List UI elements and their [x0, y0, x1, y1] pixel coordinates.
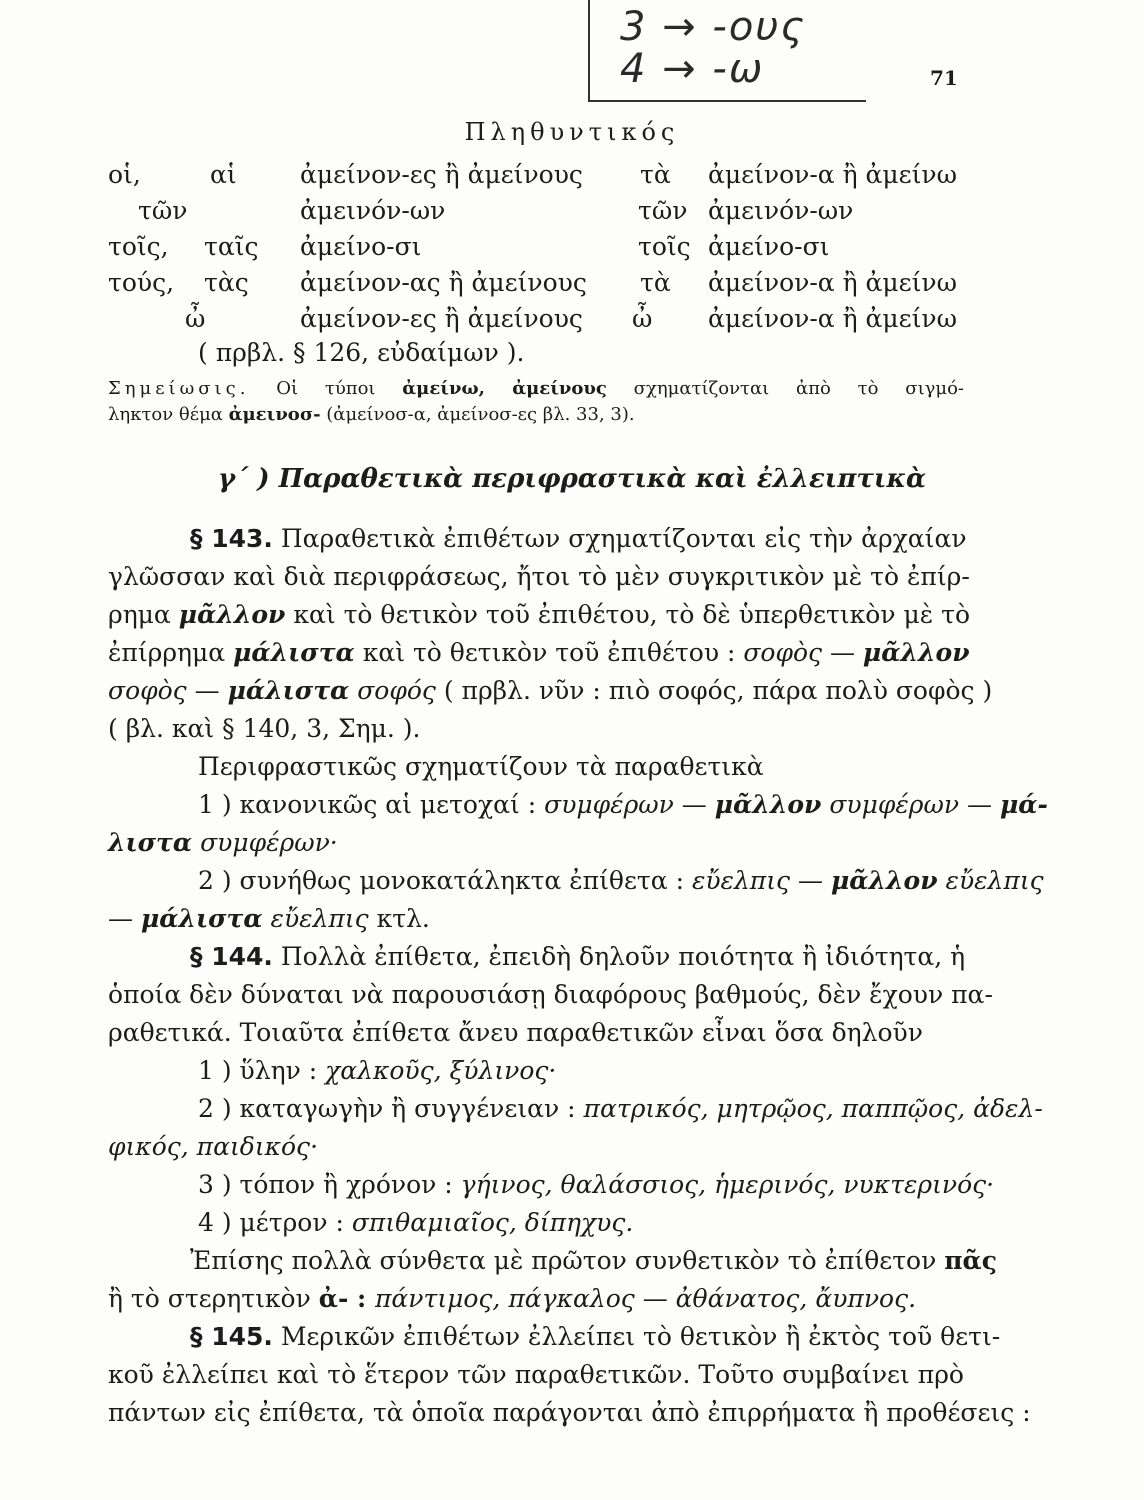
text: κτλ.	[368, 904, 430, 933]
section-number: § 143.	[190, 524, 273, 553]
s143-line-1	[190, 524, 967, 553]
handwritten-note-box	[588, 0, 866, 102]
s145-line-2: κοῦ ἐλλείπει καὶ τὸ ἕτερον τῶν παραθετικῶν. Τοῦτο συμβαίνει πρὸ	[108, 1360, 964, 1389]
page-number: 71	[930, 66, 958, 90]
emph: μάλιστα	[233, 638, 355, 667]
s143-item-2-cont	[108, 904, 964, 933]
s143-item-1	[198, 790, 1048, 819]
text: —	[108, 904, 141, 933]
neut-form: ἀμείνο-σι	[708, 232, 830, 261]
example: χαλκοῦς, ξύλινος·	[325, 1056, 557, 1085]
note-text: (ἀμείνοσ-α, ἀμείνοσ-ες βλ. 33, 3).	[320, 404, 635, 425]
section-number: § 144.	[190, 942, 273, 971]
text: Παραθετικὰ ἐπιθέτων σχηματίζονται εἰς τὴν ἀρχαίαν	[272, 524, 967, 553]
neut-form: ἀμείνον-α ἢ ἀμείνω	[708, 160, 957, 189]
article-neut: ὦ	[632, 304, 653, 333]
emph: πᾶς	[944, 1246, 998, 1275]
article-masc: τοῖς,	[108, 232, 169, 261]
text: ἐπίρρημα	[108, 638, 234, 667]
emph: μᾶλλον	[862, 638, 970, 667]
masc-form: ἀμείνον-ες ἢ ἀμείνους	[300, 160, 583, 189]
table-row	[0, 268, 1144, 308]
text: —	[822, 638, 863, 667]
text: καὶ τὸ θετικὸν τοῦ ἐπιθέτου :	[354, 638, 744, 667]
neut-form: ἀμεινόν-ων	[708, 196, 854, 225]
note-text: ληκτον θέμα	[108, 404, 229, 425]
section-number: § 145.	[190, 1322, 273, 1351]
s143-line-5	[108, 676, 993, 705]
text: Πολλὰ ἐπίθετα, ἐπειδὴ δηλοῦν ποιότητα ἢ ἰδιότητα, ἡ	[272, 942, 966, 971]
s144-para-2	[190, 1246, 998, 1275]
s144-line-1	[190, 942, 964, 971]
table-row	[0, 160, 1144, 200]
text: —	[790, 866, 831, 895]
s143-line-4	[108, 638, 970, 667]
note-bold: ἀμείνω, ἀμείνους	[402, 378, 607, 399]
text: Ἐπίσης πολλὰ σύνθετα μὲ πρῶτον συνθετικὸν τὸ ἐπίθετον	[190, 1246, 945, 1275]
article-fem: αἱ	[210, 160, 237, 189]
example: εὔελπις	[691, 866, 791, 895]
example: σοφὸς	[743, 638, 823, 667]
s144-item-3	[198, 1170, 1054, 1199]
masc-form: ἀμεινόν-ων	[300, 196, 446, 225]
compare-note: ( πρβλ. § 126, εὐδαίμων ).	[198, 338, 525, 367]
s143-line-2: γλῶσσαν καὶ διὰ περιφράσεως, ἤτοι τὸ μὲν συγκριτικὸν μὲ τὸ ἐπίρ-	[108, 562, 970, 591]
text: ἢ τὸ στερητικὸν	[108, 1284, 319, 1313]
example: ἀθάνατος, ἄυπνος.	[675, 1284, 917, 1313]
emph: λιστα	[108, 828, 193, 857]
text: 3 ) τόπον ἢ χρόνον :	[198, 1170, 461, 1199]
article-masc: οἱ,	[108, 160, 141, 189]
article-neut: τῶν	[638, 196, 688, 225]
s144-line-3: ραθετικά. Τοιαῦτα ἐπίθετα ἄνευ παραθετικῶν εἶναι ὅσα δηλοῦν	[108, 1018, 923, 1047]
article-neut: τὰ	[640, 268, 671, 297]
emph: ἀ- :	[318, 1284, 375, 1313]
example: συμφέρων·	[192, 828, 338, 857]
text: 1 ) ὕλην :	[198, 1056, 326, 1085]
text: ρημα	[108, 600, 179, 629]
note-text: σχηματίζονται ἀπὸ τὸ σιγμό-	[606, 378, 964, 399]
emph: μᾶλλον	[714, 790, 822, 819]
note-bold: ἀμεινοσ-	[228, 404, 321, 425]
emph: μά-	[999, 790, 1048, 819]
masc-form: ἀμείνον-ες ἢ ἀμείνους	[300, 304, 583, 333]
article-fem: τὰς	[204, 268, 249, 297]
s143-para-2: Περιφραστικῶς σχηματίζουν τὰ παραθετικὰ	[198, 752, 764, 781]
emph: μάλιστα	[227, 676, 350, 705]
s143-item-2	[198, 866, 1044, 895]
text: 2 ) συνήθως μονοκατάληκτα ἐπίθετα :	[198, 866, 692, 895]
example: συμφέρων	[821, 790, 960, 819]
example: σπιθαμιαῖος, δίπηχυς.	[351, 1208, 634, 1237]
text: —	[959, 790, 1000, 819]
note-text: Οἱ τύποι	[249, 378, 403, 399]
text: καὶ τὸ θετικὸν τοῦ ἐπιθέτου, τὸ δὲ ὑπερθετικὸν μὲ τὸ	[285, 600, 970, 629]
example: εὔελπις	[937, 866, 1044, 895]
text: 2 ) καταγωγὴν ἢ συγγένειαν :	[198, 1094, 584, 1123]
example: πάντιμος, πάγκαλος	[374, 1284, 635, 1313]
emph: μᾶλλον	[830, 866, 938, 895]
text: 1 ) κανονικῶς αἱ μετοχαί :	[198, 790, 545, 819]
article-masc: τούς,	[108, 268, 175, 297]
s144-para-2-cont	[108, 1284, 964, 1313]
example: πατρικός, μητρῷος, παππῷος, ἀδελ-	[583, 1094, 1043, 1123]
s143-line-6: ( βλ. καὶ § 140, 3, Σημ. ).	[108, 714, 421, 743]
s143-line-3	[108, 600, 970, 629]
neut-form: ἀμείνον-α ἢ ἀμείνω	[708, 268, 957, 297]
text: Μερικῶν ἐπιθέτων ἐλλείπει τὸ θετικὸν ἢ ἐκτὸς τοῦ θετι-	[272, 1322, 1001, 1351]
example: σοφὸς	[108, 676, 187, 705]
masc-form: ἀμείνο-σι	[300, 232, 422, 261]
example: εὔελπις	[262, 904, 369, 933]
emph: μάλιστα	[140, 904, 263, 933]
s144-item-1	[198, 1056, 1054, 1085]
text: ( πρβλ. νῦν : πιὸ σοφός, πάρα πολὺ σοφὸς )	[435, 676, 993, 705]
table-row	[0, 196, 1144, 236]
s144-item-4	[198, 1208, 1054, 1237]
neut-form: ἀμείνον-α ἢ ἀμείνω	[708, 304, 957, 333]
emph: μᾶλλον	[178, 600, 286, 629]
handwritten-line-1: 3 → -ους	[620, 4, 806, 50]
note-line-1	[108, 378, 964, 399]
table-row	[0, 232, 1144, 272]
s144-line-2: ὁποία δὲν δύναται νὰ παρουσιάσῃ διαφόρους βαθμούς, δὲν ἔχουν πα-	[108, 980, 993, 1009]
text: —	[634, 1284, 676, 1313]
note-line-2	[108, 404, 964, 425]
s144-item-2	[198, 1094, 1043, 1123]
article-neut: τὰ	[640, 160, 671, 189]
article-masc: ὦ	[185, 304, 206, 333]
text: —	[673, 790, 715, 819]
example: γήινος, θαλάσσιος, ἡμερινός, νυκτερινός·	[460, 1170, 995, 1199]
s143-item-1-cont	[108, 828, 964, 857]
masc-form: ἀμείνον-ας ἢ ἀμείνους	[300, 268, 587, 297]
plural-heading: Πληθυντικός	[464, 118, 680, 146]
text: 4 ) μέτρον :	[198, 1208, 352, 1237]
article-neut: τοῖς	[638, 232, 691, 261]
example: σοφός	[349, 676, 436, 705]
handwritten-line-2: 4 → -ω	[620, 46, 765, 92]
note-label: Σημείωσις.	[108, 378, 250, 399]
article-masc: τῶν	[138, 196, 188, 225]
s144-item-2-cont: φικός, παιδικός·	[108, 1132, 319, 1161]
section-heading: γ΄ ) Παραθετικὰ περιφραστικὰ καὶ ἐλλειπτικὰ	[218, 464, 926, 494]
article-fem: ταῖς	[204, 232, 259, 261]
text: —	[186, 676, 228, 705]
s145-line-1	[190, 1322, 1001, 1351]
example: συμφέρων	[544, 790, 674, 819]
s145-line-3: πάντων εἰς ἐπίθετα, τὰ ὁποῖα παράγονται ἀπὸ ἐπιρρήματα ἢ προθέσεις :	[108, 1398, 1031, 1427]
